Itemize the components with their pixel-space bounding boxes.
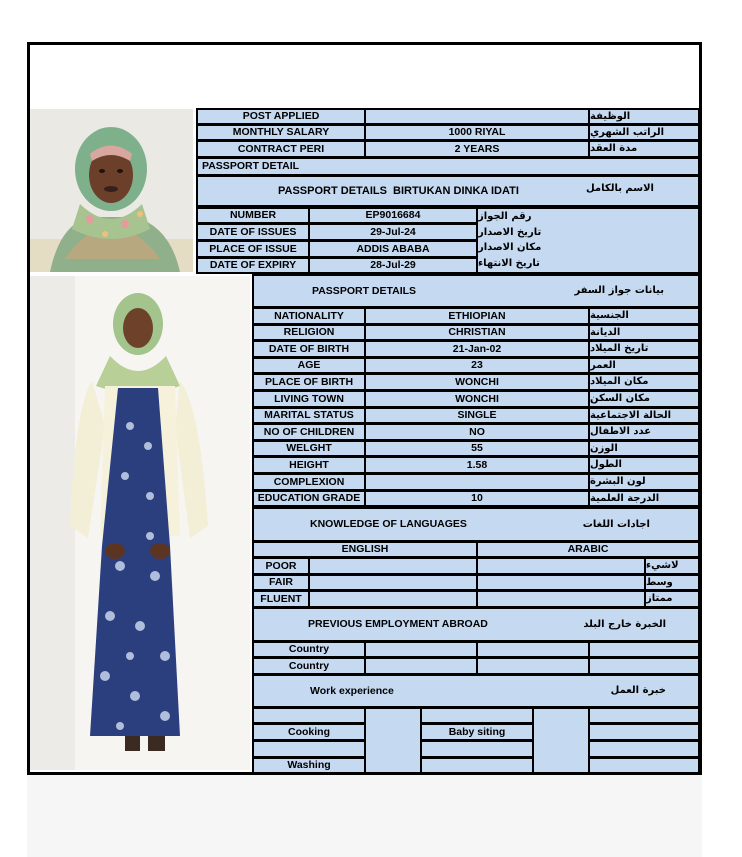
details-row-ar: عدد الاطفال — [588, 423, 700, 441]
date-of-issue-label: DATE OF ISSUES — [196, 223, 310, 241]
work-r2-c5 — [588, 723, 700, 741]
details-row-value: 55 — [364, 440, 590, 457]
post-applied-value — [364, 108, 590, 125]
work-r4-c5 — [588, 757, 700, 774]
full-body-photo — [30, 276, 250, 770]
details-row-label: MARITAL STATUS — [252, 407, 366, 424]
details-row-value: 1.58 — [364, 456, 590, 474]
details-row-label: WELGHT — [252, 440, 366, 457]
details-row-label: NO OF CHILDREN — [252, 423, 366, 441]
date-of-issue-ar: تاريخ الاصدار — [478, 226, 542, 238]
lang-fluent-label: FLUENT — [252, 590, 310, 608]
details-row-label: HEIGHT — [252, 456, 366, 474]
details-header-label: PASSPORT DETAILS — [312, 284, 417, 297]
passport-detail-header: PASSPORT DETAIL — [196, 157, 700, 176]
languages-col-arabic: ARABIC — [476, 541, 700, 558]
monthly-salary-value: 1000 RIYAL — [364, 124, 590, 141]
details-row-label: DATE OF BIRTH — [252, 340, 366, 358]
date-of-expiry-ar: تاريخ الانتهاء — [478, 258, 540, 270]
lang-fluent-english — [308, 590, 478, 608]
work-r3-c3 — [420, 740, 534, 758]
details-row-label: AGE — [252, 357, 366, 374]
work-r1-c5 — [588, 707, 700, 724]
date-of-issue-value: 29-Jul-24 — [308, 223, 478, 241]
details-row-value: NO — [364, 423, 590, 441]
passport-arabic-block — [476, 207, 700, 274]
details-row-label: LIVING TOWN — [252, 390, 366, 408]
employment-header-ar: الخبرة خارج البلد — [583, 618, 666, 630]
date-of-expiry-label: DATE OF EXPIRY — [196, 257, 310, 274]
contract-period-label: CONTRACT PERI — [196, 140, 366, 158]
full-name-label: PASSPORT DETAILS — [278, 184, 387, 197]
lang-poor-english — [308, 557, 478, 575]
details-row-value: ETHIOPIAN — [364, 307, 590, 325]
post-applied-ar: الوظيفة — [588, 108, 700, 125]
details-row-label: EDUCATION GRADE — [252, 490, 366, 507]
portrait-photo — [30, 109, 193, 272]
monthly-salary-label: MONTHLY SALARY — [196, 124, 366, 141]
details-row-ar: مكان الميلاد — [588, 373, 700, 391]
full-name-value: BIRTUKAN DINKA IDATI — [393, 184, 519, 197]
work-header — [252, 674, 700, 708]
details-row-ar: مكان السكن — [588, 390, 700, 408]
work-r1-c3 — [420, 707, 534, 724]
page-bottom-strip — [27, 775, 702, 857]
details-row-ar: الديانة — [588, 324, 700, 341]
details-row-ar: الحالة الاجتماعية — [588, 407, 700, 424]
lang-poor-arabic — [476, 557, 646, 575]
details-row-ar: الجنسية — [588, 307, 700, 325]
passport-number-label: NUMBER — [196, 207, 310, 224]
employment-country-2-c3 — [476, 657, 590, 675]
lang-fair-arabic — [476, 574, 646, 591]
details-row-value: 21-Jan-02 — [364, 340, 590, 358]
employment-country-1-c3 — [476, 641, 590, 658]
work-col4-merged — [532, 707, 590, 774]
work-washing: Washing — [252, 757, 366, 774]
work-header-ar: خبرة العمل — [610, 685, 666, 696]
details-row-label: PLACE OF BIRTH — [252, 373, 366, 391]
details-row-label: COMPLEXION — [252, 473, 366, 491]
details-row-label: RELIGION — [252, 324, 366, 341]
details-row-value: 10 — [364, 490, 590, 507]
lang-fluent-ar: ممتاز — [644, 590, 700, 608]
contract-period-value: 2 YEARS — [364, 140, 590, 158]
passport-number-value: EP9016684 — [308, 207, 478, 224]
details-row-ar: الطول — [588, 456, 700, 474]
lang-fair-english — [308, 574, 478, 591]
details-row-ar: الوزن — [588, 440, 700, 457]
employment-country-2-c4 — [588, 657, 700, 675]
employment-country-1: Country — [252, 641, 366, 658]
details-row-value — [364, 473, 590, 491]
employment-country-1-c4 — [588, 641, 700, 658]
languages-header-label: KNOWLEDGE OF LANGUAGES — [310, 518, 467, 531]
employment-country-1-c2 — [364, 641, 478, 658]
details-row-value: WONCHI — [364, 373, 590, 391]
lang-fair-ar: وسط — [644, 574, 700, 591]
lang-poor-label: POOR — [252, 557, 310, 575]
details-row-value: SINGLE — [364, 407, 590, 424]
details-row-value: CHRISTIAN — [364, 324, 590, 341]
work-cooking: Cooking — [252, 723, 366, 741]
employment-country-2-c2 — [364, 657, 478, 675]
place-of-issue-ar: مكان الاصدار — [478, 242, 542, 254]
details-row-value: WONCHI — [364, 390, 590, 408]
languages-col-english: ENGLISH — [252, 541, 478, 558]
work-r4-c3 — [420, 757, 534, 774]
employment-header — [252, 607, 700, 642]
details-row-value: 23 — [364, 357, 590, 374]
post-applied-label: POST APPLIED — [196, 108, 366, 125]
details-row-ar: الدرجة العلمية — [588, 490, 700, 507]
details-header-ar: بيانات جواز السفر — [574, 285, 664, 296]
details-header — [252, 274, 700, 308]
lang-fair-label: FAIR — [252, 574, 310, 591]
passport-number-ar: رقم الجواز — [478, 210, 532, 222]
work-col2-merged — [364, 707, 422, 774]
employment-header-label: PREVIOUS EMPLOYMENT ABROAD — [308, 618, 488, 631]
work-header-label: Work experience — [310, 684, 394, 697]
employment-country-2: Country — [252, 657, 366, 675]
details-row-ar: تاريخ الميلاد — [588, 340, 700, 358]
monthly-salary-ar: الراتب الشهري — [588, 124, 700, 141]
languages-header-ar: اجادات اللغات — [582, 518, 650, 530]
place-of-issue-value: ADDIS ABABA — [308, 240, 478, 258]
work-r3-c1 — [252, 740, 366, 758]
full-name-ar: الاسم بالكامل — [586, 183, 654, 194]
work-r3-c5 — [588, 740, 700, 758]
contract-period-ar: مدة العقد — [588, 140, 700, 158]
details-row-label: NATIONALITY — [252, 307, 366, 325]
lang-fluent-arabic — [476, 590, 646, 608]
lang-poor-ar: لاشيء — [644, 557, 700, 575]
details-row-ar: لون البشرة — [588, 473, 700, 491]
work-baby-siting: Baby siting — [420, 723, 534, 741]
date-of-expiry-value: 28-Jul-29 — [308, 257, 478, 274]
languages-header — [252, 507, 700, 542]
place-of-issue-label: PLACE OF ISSUE — [196, 240, 310, 258]
details-row-ar: العمر — [588, 357, 700, 374]
work-r1-c1 — [252, 707, 366, 724]
